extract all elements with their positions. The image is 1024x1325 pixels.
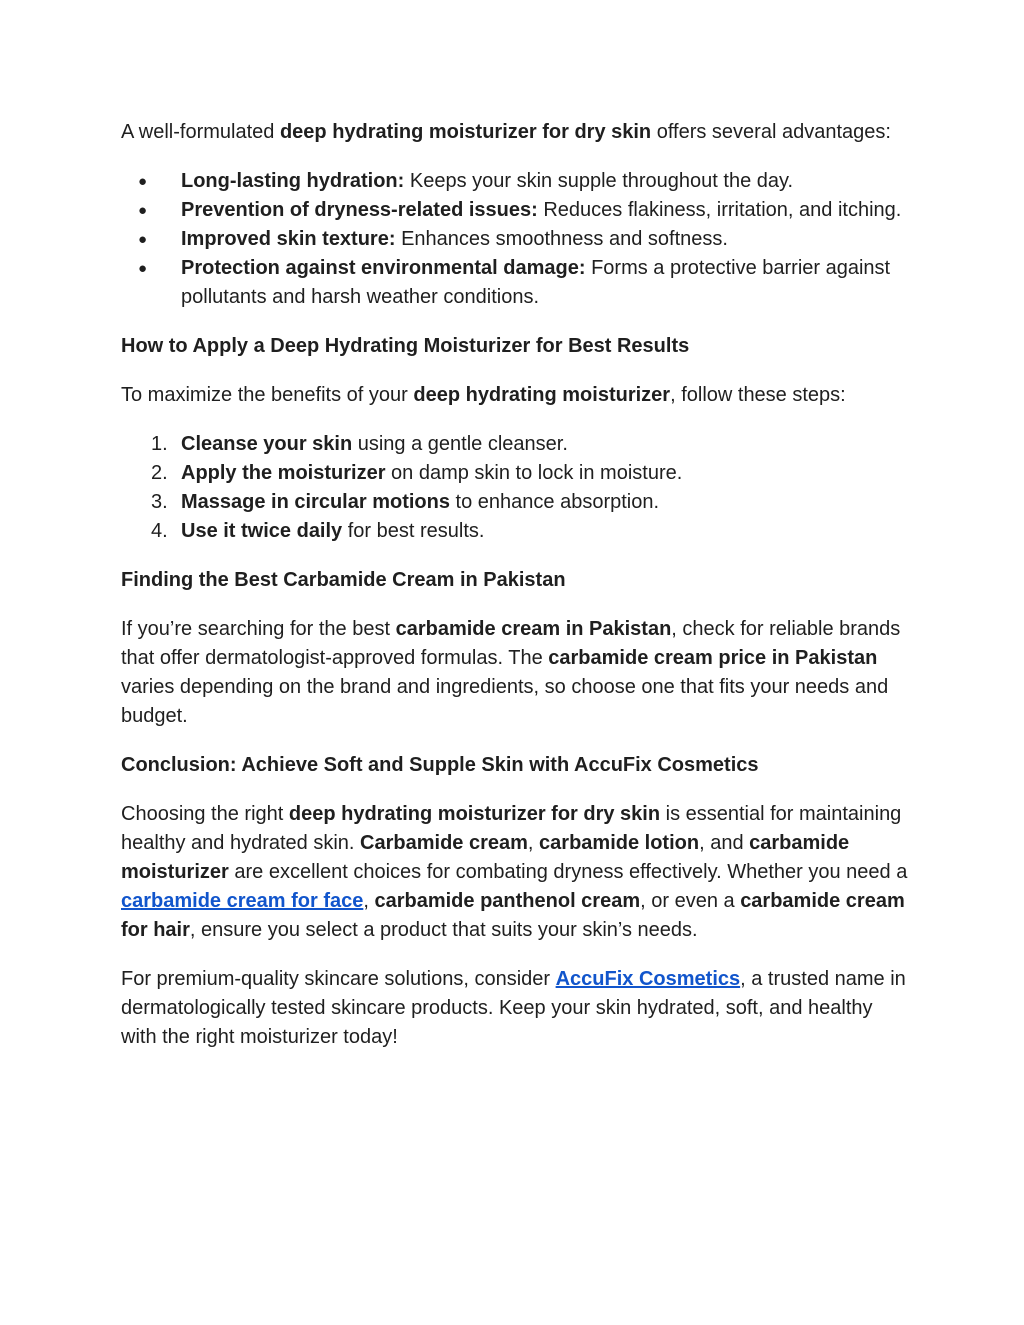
text-run: Choosing the right [121,803,289,825]
text-run: , [527,832,540,854]
list-item [121,225,911,254]
how-to-paragraph [121,381,911,410]
bold-run: carbamide lotion [539,832,700,854]
text-run: on damp skin to lock in moisture. [385,462,683,484]
text-run: , follow these steps: [670,384,846,406]
accufix-cosmetics-link[interactable]: AccuFix Cosmetics [555,968,741,990]
text-run: , [363,890,375,912]
bold-run: Improved skin texture: [181,228,396,250]
list-item [121,254,911,312]
step-number: 2. [151,462,168,484]
bullet-icon: ● [138,202,148,219]
bold-run: deep hydrating moisturizer for dry skin [288,803,661,825]
bold-run: deep hydrating moisturizer for dry skin [279,121,652,143]
bold-run: carbamide panthenol cream [374,890,641,912]
text-run: Keeps your skin supple throughout the day. [404,170,794,192]
text-run: , ensure you select a product that suits your skin’s needs. [189,919,698,941]
text-run: using a gentle cleanser. [352,433,568,455]
text-run: for best results. [342,520,485,542]
text-run: To maximize the benefits of your [121,384,414,406]
bold-run: Long-lasting hydration: [181,170,405,192]
bold-run: carbamide moisturizer [121,832,850,883]
bold-run: Protection against environmental damage: [181,257,586,279]
text-run: offers several advantages: [651,121,891,143]
list-item [121,167,911,196]
bullet-icon: ● [138,231,148,248]
text-run: Forms a protective barrier against pollutants and harsh weather conditions. [181,257,891,308]
bold-run: Use it twice daily [181,520,343,542]
section-heading-how-to-apply: How to Apply a Deep Hydrating Moisturizer for Best Results [121,335,690,357]
bold-run: carbamide cream in Pakistan [395,618,672,640]
step-number: 3. [151,491,168,513]
bold-run: Carbamide cream [360,832,528,854]
closing-paragraph [121,965,911,1052]
section-heading-conclusion: Conclusion: Achieve Soft and Supple Skin with AccuFix Cosmetics [121,754,759,776]
text-run: is essential for maintaining healthy and hydrated skin. [121,803,902,854]
list-item [121,430,911,459]
text-run: , or even a [640,890,741,912]
step-number: 4. [151,520,168,542]
text-run: varies depending on the brand and ingredients, so choose one that fits your needs and budget. [121,676,889,727]
section-heading-finding: Finding the Best Carbamide Cream in Pakistan [121,569,566,591]
text-run: Reduces flakiness, irritation, and itching. [537,199,902,221]
list-item [121,517,911,546]
text-run: A well-formulated [121,121,280,143]
text-run: Enhances smoothness and softness. [395,228,728,250]
bold-run: Prevention of dryness-related issues: [181,199,538,221]
bold-run: carbamide cream price in Pakistan [548,647,878,669]
bold-run: Apply the moisturizer [181,462,386,484]
text-run: to enhance absorption. [449,491,660,513]
text-run: , a trusted name in dermatologically tested skincare products. Keep your skin hydrated, soft, and healthy with the right moisturizer today! [121,968,906,1048]
text-run: For premium-quality skincare solutions, consider [121,968,556,990]
finding-paragraph [121,615,911,731]
bullet-icon: ● [138,260,148,277]
bold-run: deep hydrating moisturizer [413,384,671,406]
text-run: , check for reliable brands that offer dermatologist-approved formulas. The [121,618,901,669]
text-run: are excellent choices for combating dryness effectively. Whether you need a [228,861,908,883]
list-item [121,459,911,488]
list-item [121,488,911,517]
conclusion-paragraph [121,800,911,945]
carbamide-cream-for-face-link[interactable]: carbamide cream for face [121,890,364,912]
steps-list [121,430,911,546]
intro-paragraph [121,118,911,147]
text-run: , and [699,832,750,854]
text-run: If you’re searching for the best [121,618,396,640]
bold-run: carbamide cream for hair [121,890,905,941]
bullet-icon: ● [138,173,148,190]
list-item [121,196,911,225]
benefits-list [121,167,911,312]
step-number: 1. [151,433,168,455]
document-page [121,118,911,1072]
bold-run: Massage in circular motions [181,491,450,513]
bold-run: Cleanse your skin [181,433,353,455]
